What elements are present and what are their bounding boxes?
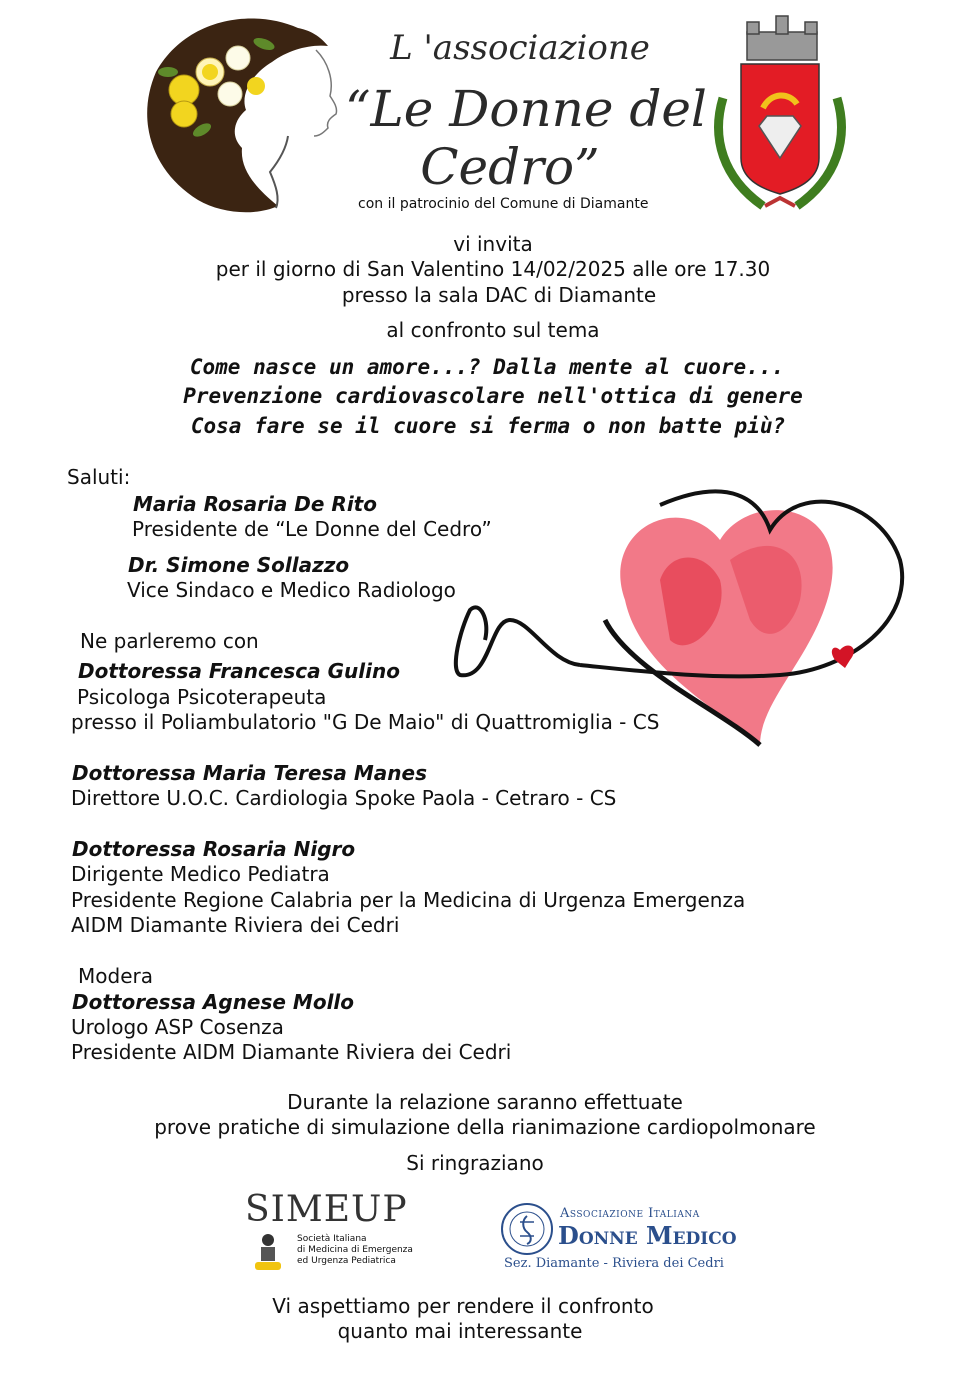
speakers-label: Ne parleremo con <box>80 629 259 653</box>
greeting-role-1: Presidente de “Le Donne del Cedro” <box>132 517 492 541</box>
speaker-name-2: Dottoressa Maria Teresa Manes <box>72 761 427 785</box>
coat-of-arms-icon <box>705 8 855 223</box>
child-icon <box>251 1232 285 1272</box>
moderator-label: Modera <box>78 964 153 988</box>
moderator-name: Dottoressa Agnese Mollo <box>72 990 355 1014</box>
greeting-role-2: Vice Sindaco e Medico Radiologo <box>127 578 456 602</box>
theme-line1: Come nasce un amore...? Dalla mente al cuore... <box>189 355 785 379</box>
simeup-logo <box>245 1190 415 1275</box>
greeting-name-1: Maria Rosaria De Rito <box>133 492 377 516</box>
theme-line2: Prevenzione cardiovascolare nell'ottica di genere <box>183 384 803 408</box>
simeup-line1: Società Italiana <box>297 1234 367 1244</box>
header-line2: “Le Donne del <box>345 80 707 138</box>
footer-line2: prove pratiche di simulazione della rianimazione cardiopolmonare <box>154 1115 816 1139</box>
speaker-name-3: Dottoressa Rosaria Nigro <box>72 837 356 861</box>
greeting-name-2: Dr. Simone Sollazzo <box>128 553 350 577</box>
footer-line1: Durante la relazione saranno effettuate <box>287 1090 683 1114</box>
header-line1: L 'associazione <box>390 28 650 68</box>
closing-line1: Vi aspettiamo per rendere il confronto <box>272 1294 654 1318</box>
theme-line3: Cosa fare se il cuore si ferma o non batte più? <box>190 414 786 438</box>
speaker-role-1b: presso il Poliambulatorio "G De Maio" di Quattromiglia - CS <box>71 710 660 734</box>
speaker-name-1: Dottoressa Francesca Gulino <box>78 659 400 683</box>
moderator-role-a: Urologo ASP Cosenza <box>71 1015 284 1039</box>
speaker-role-1a: Psicologa Psicoterapeuta <box>77 685 327 709</box>
speaker-role-3c: AIDM Diamante Riviera dei Cedri <box>71 913 400 937</box>
aidm-seal-icon <box>500 1202 554 1256</box>
aidm-line2: Donne Medico <box>558 1221 737 1250</box>
speaker-role-2a: Direttore U.O.C. Cardiologia Spoke Paola - Cetraro - CS <box>71 786 617 810</box>
closing-line2: quanto mai interessante <box>337 1319 583 1343</box>
thanks-text: Si ringraziano <box>406 1151 544 1175</box>
header-line3: Cedro” <box>420 138 600 196</box>
woman-lemon-logo <box>138 10 348 220</box>
speaker-role-3b: Presidente Regione Calabria per la Medicina di Urgenza Emergenza <box>71 888 746 912</box>
aidm-logo <box>498 1200 788 1280</box>
greetings-label: Saluti: <box>67 465 131 489</box>
invite-line3: presso la sala DAC di Diamante <box>341 283 657 307</box>
invite-line1: vi invita <box>453 232 533 256</box>
moderator-role-b: Presidente AIDM Diamante Riviera dei Cedri <box>71 1040 512 1064</box>
aidm-line1: Associazione Italiana <box>560 1206 700 1221</box>
simeup-name: SIMEUP <box>245 1189 408 1230</box>
invite-line4: al confronto sul tema <box>386 318 600 342</box>
patronage-text: con il patrocinio del Comune di Diamante <box>358 196 649 212</box>
simeup-line3: ed Urgenza Pediatrica <box>297 1256 396 1266</box>
simeup-line2: di Medicina di Emergenza <box>297 1245 413 1255</box>
speaker-role-3a: Dirigente Medico Pediatra <box>71 862 330 886</box>
aidm-line3: Sez. Diamante - Riviera dei Cedri <box>504 1256 724 1271</box>
invite-line2: per il giorno di San Valentino 14/02/2025 alle ore 17.30 <box>215 257 771 281</box>
